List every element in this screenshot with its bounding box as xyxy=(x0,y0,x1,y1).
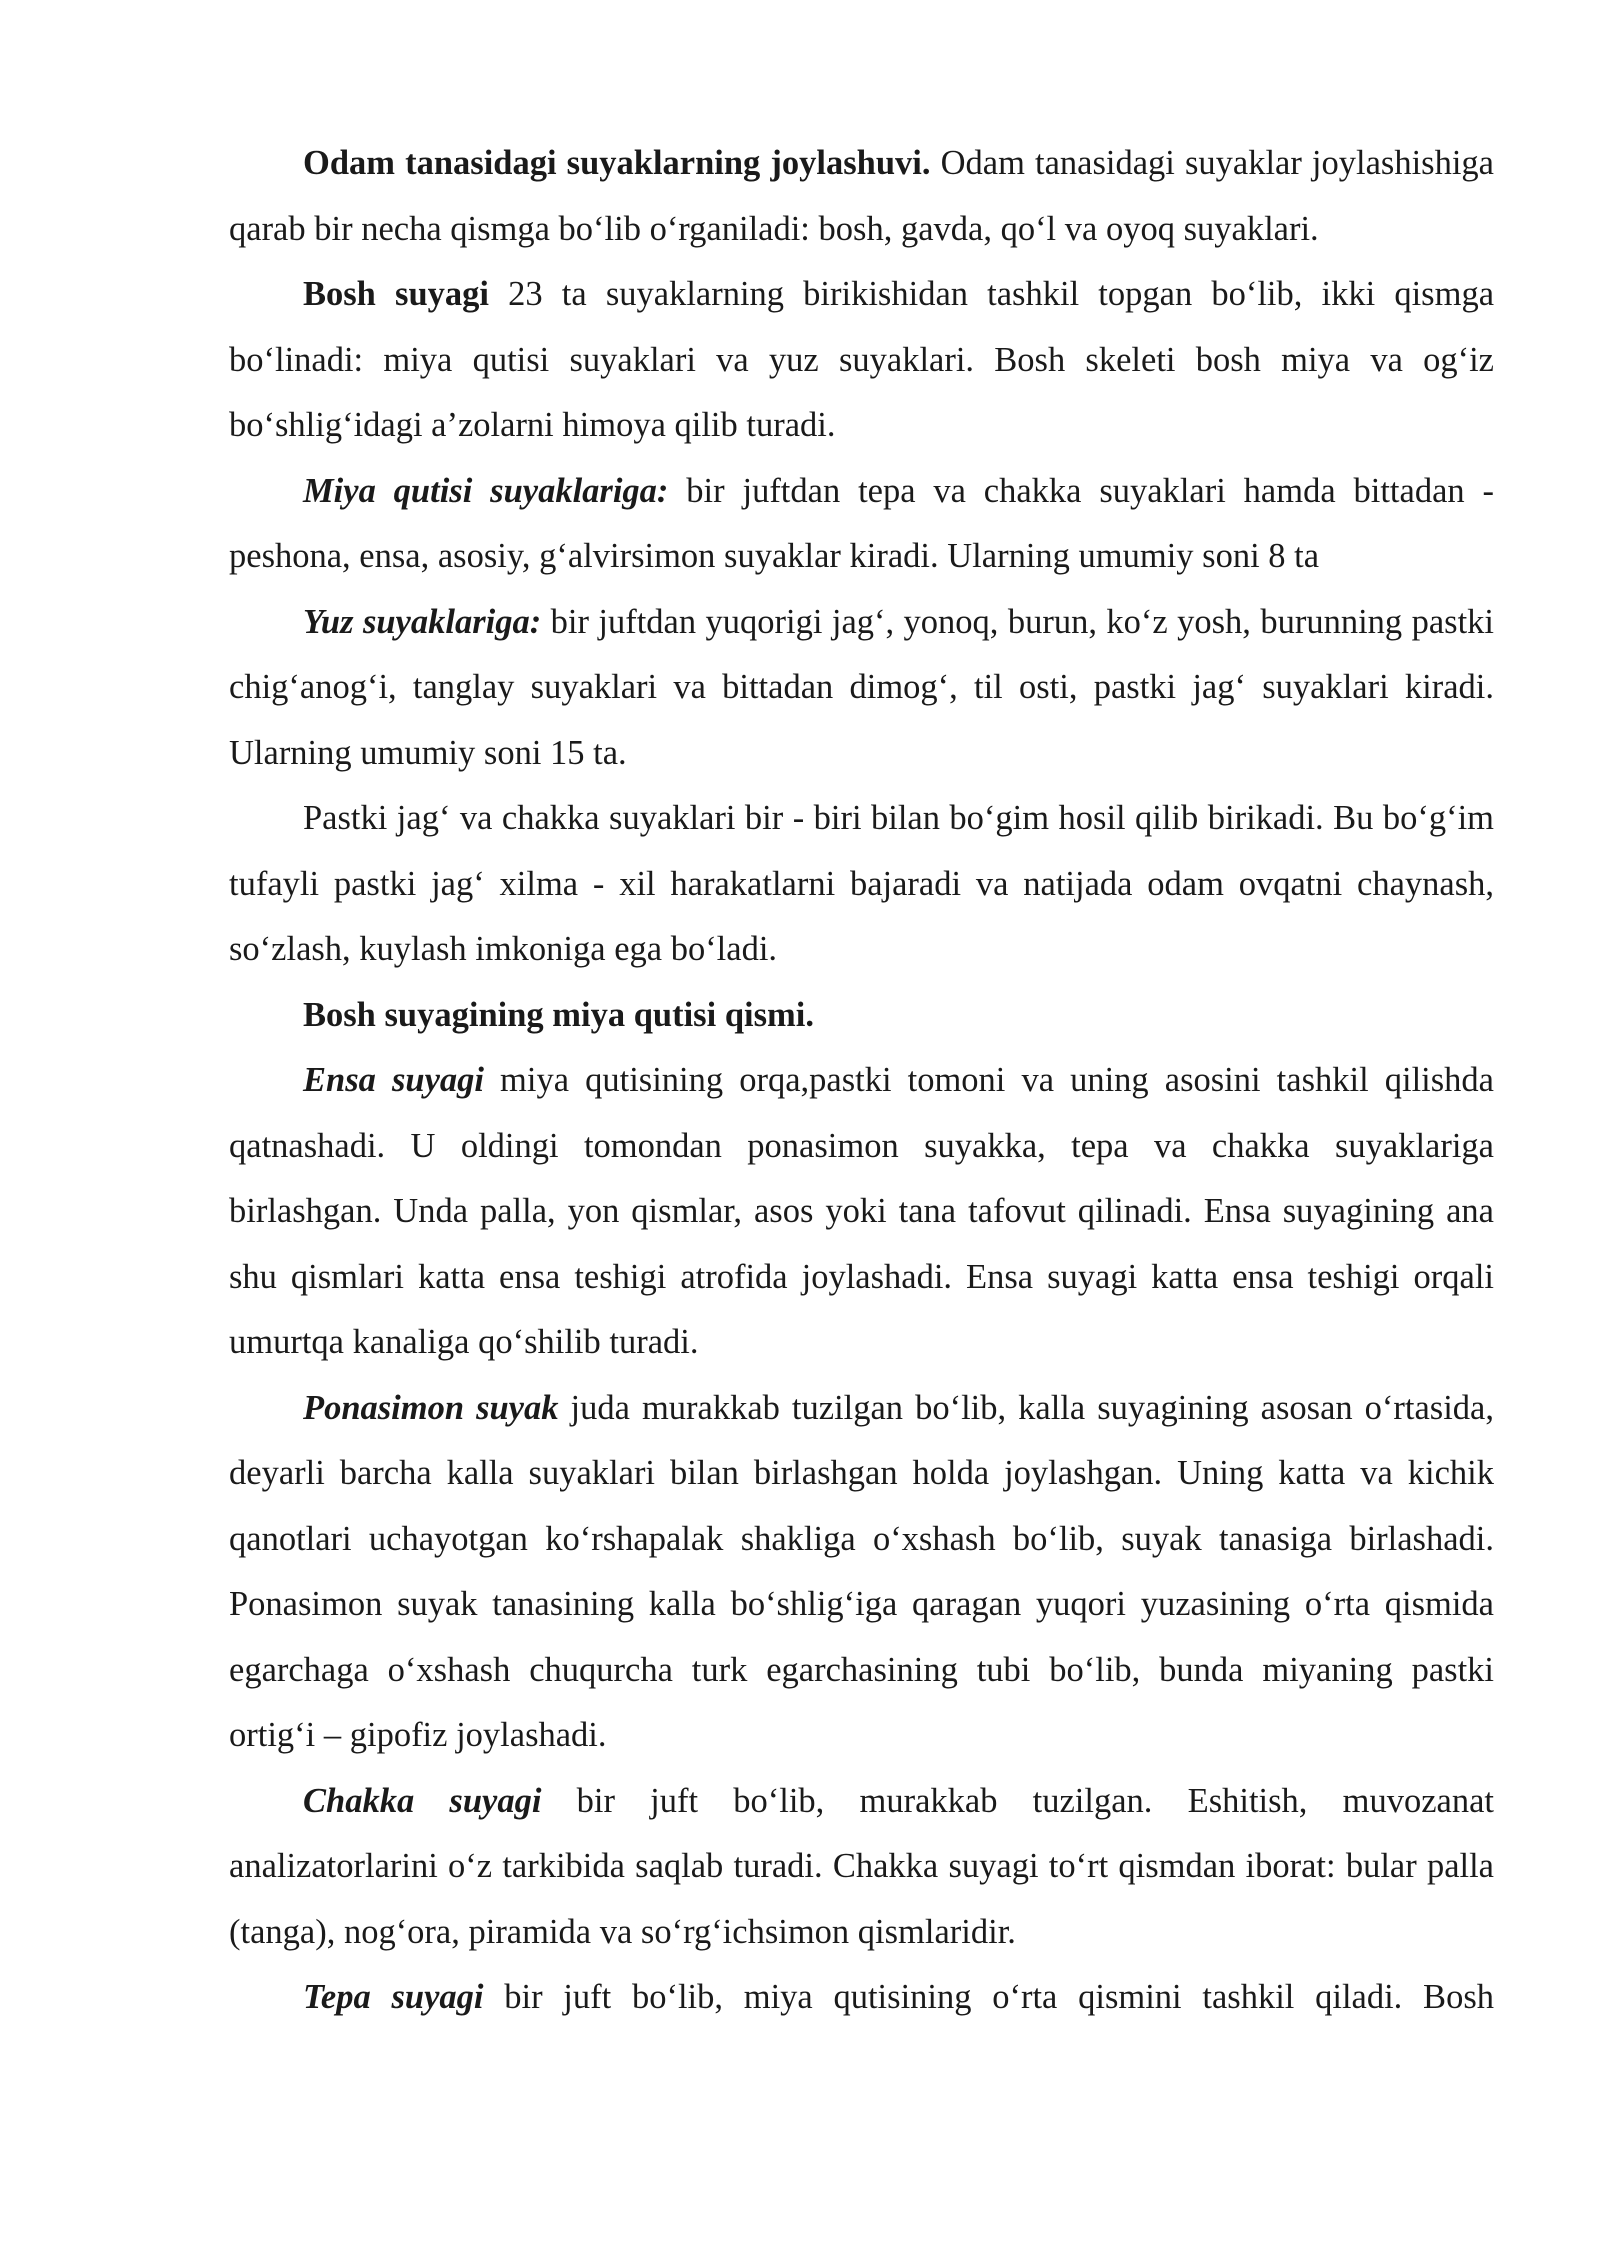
section-heading xyxy=(229,983,1494,1049)
paragraph-occipital-bone xyxy=(229,1048,1494,1376)
section-heading-text: Bosh suyagining miya qutisi qismi. xyxy=(303,995,814,1034)
paragraph-heading: Odam tanasidagi suyaklarning joylashuvi. xyxy=(303,144,931,182)
paragraph-skeleton-location xyxy=(229,131,1494,262)
paragraph-term: Yuz suyaklariga: xyxy=(303,602,542,641)
document-body xyxy=(229,131,1494,2031)
paragraph-text: 23 ta suyaklarning birikishidan tashkil topgan bo‘lib, ikki qismga bo‘linadi: miya qutisi suyaklari va yuz suyaklari. Bosh skeleti bosh miya va og‘iz bo‘shlig‘idagi a’zolarni himoya qilib turadi. xyxy=(229,275,1495,444)
paragraph-text: miya qutisining orqa,pastki tomoni va uning asosini tashkil qilishda qatnashadi. U oldingi tomondan ponasimon suyakka, tepa va chakka suyaklariga birlashgan. Unda palla, yon qismlar, asos yoki tana tafovut qilinadi. Ensa suyagining ana shu qismlari katta ensa teshigi atrofida joylashadi. Ensa suyagi katta ensa teshigi orqali umurtqa kanaliga qo‘shilib turadi. xyxy=(229,1061,1494,1361)
paragraph-text: Odam tanasidagi suyaklar joylashishiga qarab bir necha qismga bo‘lib o‘rganiladi: bosh, gavda, qo‘l va oyoq suyaklari. xyxy=(229,144,1494,248)
paragraph-term: Bosh suyagi xyxy=(303,275,489,313)
paragraph-text: bir juft bo‘lib, miya qutisining o‘rta qismini tashkil qiladi. Bosh xyxy=(483,1978,1494,2016)
paragraph-term: Chakka suyagi xyxy=(303,1781,542,1820)
paragraph-sphenoid-bone xyxy=(229,1376,1494,1769)
paragraph-face-bones xyxy=(229,590,1494,787)
paragraph-skull xyxy=(229,262,1494,459)
paragraph-term: Miya qutisi suyaklariga: xyxy=(303,471,669,510)
paragraph-text: bir juftdan tepa va chakka suyaklari hamda bittadan - peshona, ensa, asosiy, g‘alvirsimon suyaklar kiradi. Ularning umumiy soni 8 ta xyxy=(229,471,1494,575)
paragraph-text: bir juft bo‘lib, murakkab tuzilgan. Eshitish, muvozanat analizatorlarini o‘z tarkibida saqlab turadi. Chakka suyagi to‘rt qismdan iborat: bular palla (tanga), nog‘ora, piramida va so‘rg‘ichsimon qismlaridir. xyxy=(229,1781,1494,1951)
paragraph-text: bir juftdan yuqorigi jag‘, yonoq, burun, ko‘z yosh, burunning pastki chig‘anog‘i, tanglay suyaklari va bittadan dimog‘, til osti, pastki jag‘ suyaklari kiradi. Ularning umumiy soni 15 ta. xyxy=(229,602,1494,772)
paragraph-parietal-bone xyxy=(229,1965,1494,2031)
paragraph-temporal-bone xyxy=(229,1769,1494,1966)
paragraph-term: Ponasimon suyak xyxy=(303,1388,559,1427)
paragraph-jaw-joint xyxy=(229,786,1494,983)
paragraph-term: Ensa suyagi xyxy=(303,1061,484,1099)
paragraph-text: juda murakkab tuzilgan bo‘lib, kalla suyagining asosan o‘rtasida, deyarli barcha kalla suyaklari bilan birlashgan holda joylashgan. Uning katta va kichik qanotlari uchayotgan ko‘rshapalak shakliga o‘xshash bo‘lib, suyak tanasiga birlashadi. Ponasimon suyak tanasining kalla bo‘shlig‘iga qaragan yuqori yuzasining o‘rta qismida egarchaga o‘xshash chuqurcha turk egarchasining tubi bo‘lib, bunda miyaning pastki ortig‘i – gipofiz joylashadi. xyxy=(229,1388,1494,1754)
paragraph-text: Pastki jag‘ va chakka suyaklari bir - biri bilan bo‘gim hosil qilib birikadi. Bu bo‘g‘im tufayli pastki jag‘ xilma - xil harakatlarni bajaradi va natijada odam ovqatni chaynash, so‘zlash, kuylash imkoniga ega bo‘ladi. xyxy=(229,799,1494,968)
paragraph-term: Tepa suyagi xyxy=(303,1978,484,2016)
paragraph-cranium-bones xyxy=(229,459,1494,590)
